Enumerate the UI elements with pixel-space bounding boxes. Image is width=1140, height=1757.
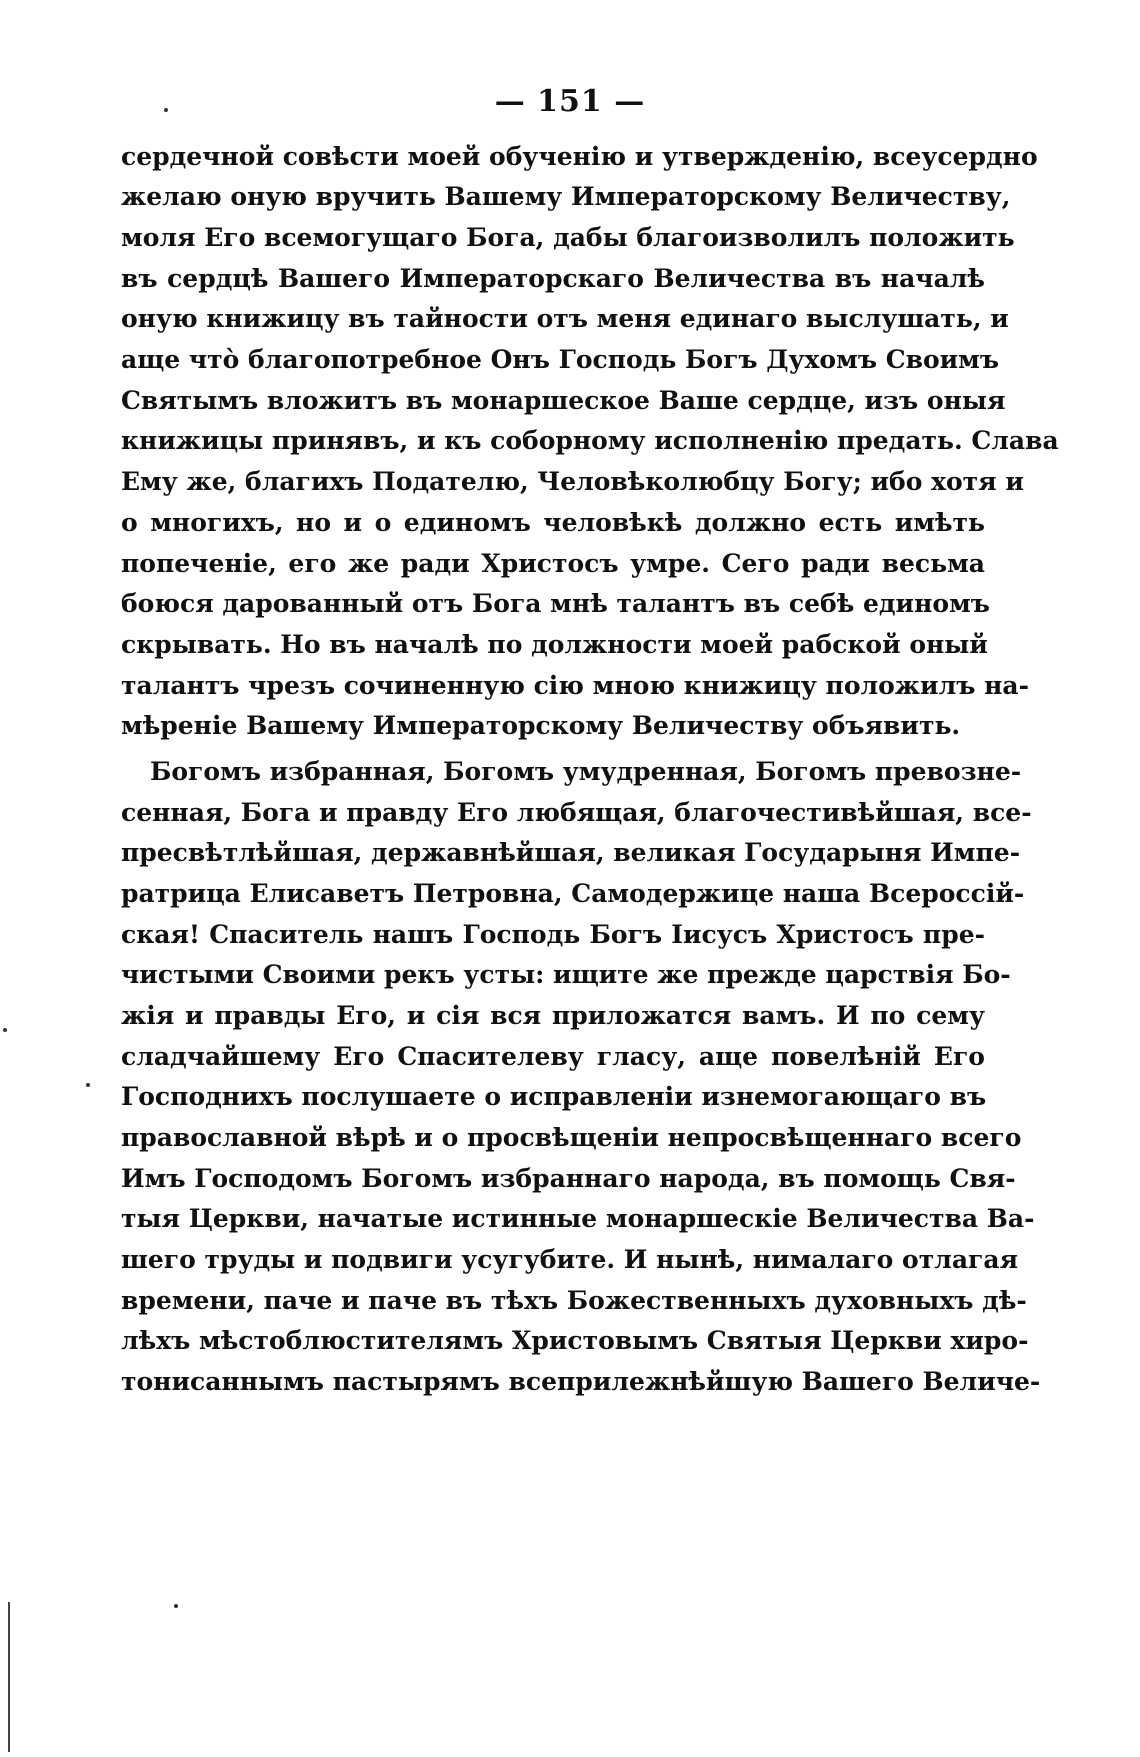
page-number: — 151 —	[494, 84, 646, 119]
text-line: въ сердцѣ Вашего Императорскаго Величества въ началѣ	[121, 264, 985, 293]
text-line: Ему же, благихъ Подателю, Человѣколюбцу Богу; ибо хотя и	[121, 467, 1024, 496]
text-line: Богомъ избранная, Богомъ умудренная, Богомъ превозне-	[150, 757, 1022, 786]
text-line: талантъ чрезъ сочиненную сію мною книжицу положилъ на-	[121, 671, 1029, 700]
text-line: Господнихъ послушаете о исправленіи изнемогающаго въ	[121, 1082, 987, 1111]
text-line: моля Его всемогущаго Бога, дабы благоизволилъ положить	[121, 223, 1015, 252]
text-line: Имъ Господомъ Богомъ избраннаго народа, въ помощь Свя-	[121, 1164, 1016, 1193]
text-line: чистыми Своими рекъ усты: ищите же прежде царствія Бо-	[121, 960, 1011, 989]
scan-speck	[174, 1604, 178, 1608]
text-line: времени, паче и паче въ тѣхъ Божественныхъ духовныхъ дѣ-	[121, 1286, 1027, 1315]
scan-edge-line	[8, 1602, 10, 1752]
text-line: боюся дарованный отъ Бога мнѣ талантъ въ себѣ единомъ	[121, 589, 990, 618]
text-line: шего труды и подвиги усугубите. И нынѣ, нималаго отлагая	[121, 1245, 1019, 1274]
text-line: лѣхъ мѣстоблюстителямъ Христовымъ Святыя Церкви хиро-	[121, 1326, 1029, 1355]
text-line: православной вѣрѣ и о просвѣщеніи непросвѣщеннаго всего	[121, 1123, 1022, 1152]
text-line: ская! Спаситель нашъ Господь Богъ Іисусъ Христосъ пре-	[121, 920, 985, 949]
text-line: о многихъ, но и о единомъ человѣкѣ должно есть имѣть	[121, 508, 985, 537]
text-line: мѣреніе Вашему Императорскому Величеству объявить.	[121, 711, 961, 740]
scan-speck	[164, 108, 168, 112]
text-line: тонисаннымъ пастырямъ всеприлежнѣйшую Вашего Величе-	[121, 1367, 1041, 1396]
text-line: книжицы принявъ, и къ соборному исполненію предать. Слава	[121, 426, 1059, 455]
text-line: сладчайшему Его Спасителеву гласу, аще повелѣній Его	[121, 1042, 985, 1071]
text-line: скрывать. Но въ началѣ по должности моей рабской оный	[121, 630, 988, 659]
scan-speck	[3, 1028, 7, 1032]
text-line: оную книжицу въ тайности отъ меня единаго выслушать, и	[121, 304, 1009, 333]
text-line: аще что̀ благопотребное Онъ Господь Богъ Духомъ Своимъ	[121, 345, 1000, 374]
scan-speck	[86, 1083, 90, 1087]
text-line: сенная, Бога и правду Его любящая, благочестивѣйшая, все-	[121, 798, 1032, 827]
text-line: жія и правды Его, и сія вся приложатся вамъ. И по сему	[121, 1001, 985, 1030]
text-line: ратрица Елисаветъ Петровна, Самодержице наша Всероссій-	[121, 879, 1025, 908]
text-line: попеченіе, его же ради Христосъ умре. Сего ради весьма	[121, 549, 985, 578]
text-line: сердечной совѣсти моей обученію и утвержденію, всеусердно	[121, 142, 1038, 171]
text-line: Святымъ вложитъ въ монаршеское Ваше сердце, изъ оныя	[121, 386, 1006, 415]
text-line: пресвѣтлѣйшая, державнѣйшая, великая Государыня Импе-	[121, 838, 1021, 867]
text-line: желаю оную вручить Вашему Императорскому Величеству,	[121, 182, 1011, 211]
text-line: тыя Церкви, начатые истинные монаршескіе Величества Ва-	[121, 1204, 1035, 1233]
